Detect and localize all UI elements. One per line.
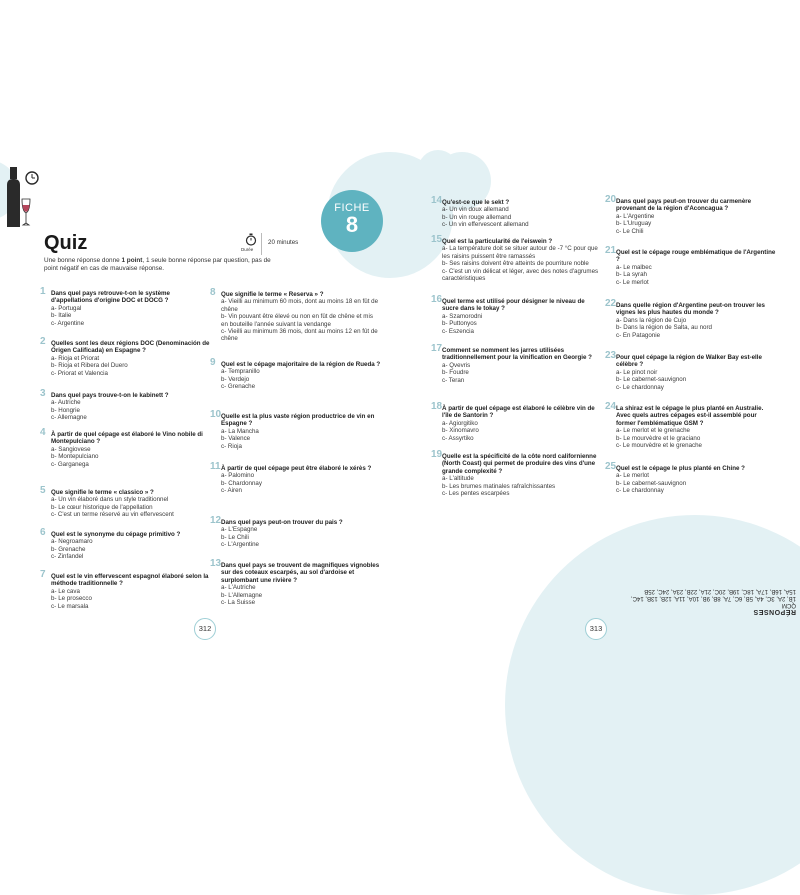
question-6 xyxy=(40,527,211,561)
question-text: Quel est la particularité de l'eiswein ? xyxy=(442,238,553,245)
question-25 xyxy=(605,461,776,495)
question-14 xyxy=(431,195,602,229)
answer-option: a- Qvevris xyxy=(442,361,471,369)
answer-option: c- Allemagne xyxy=(51,414,87,422)
question-number: 17 xyxy=(431,343,443,354)
question-text: Qu'est-ce que le sekt ? xyxy=(442,199,510,206)
answers-line-2: 15A, 16B, 17A, 18C, 19B, 20C, 21A, 22B, 23A, 24C, 25B xyxy=(644,588,796,594)
answer-option: a- Autriche xyxy=(51,399,81,407)
answer-option: c- Les pentes escarpées xyxy=(442,490,510,498)
answer-option: b- Le cabernet-sauvignon xyxy=(616,376,687,384)
question-text: Quel est le cépage majoritaire de la région de Rueda ? xyxy=(221,361,381,368)
question-21 xyxy=(605,245,776,286)
answer-option: a- Un vin élaboré dans un style traditionnel xyxy=(51,496,169,504)
question-number: 14 xyxy=(431,195,443,206)
question-number: 8 xyxy=(210,287,216,298)
question-number: 7 xyxy=(40,569,46,580)
answer-option: b- L'Uruguay xyxy=(616,220,652,228)
question-text: Quel est le cépage rouge emblématique de l'Argentine ? xyxy=(616,249,776,264)
question-number: 6 xyxy=(40,527,46,538)
answer-option: c- Grenache xyxy=(221,383,256,391)
page-number-right: 313 xyxy=(585,618,607,640)
answer-option: b- Ses raisins doivent être atteints de pourriture noble xyxy=(442,260,589,268)
answers-line-1: 1B, 2A, 3C, 4A, 5B, 6C, 7A, 8B, 9B, 10A, 11A, 12B, 13B, 14C, xyxy=(631,595,796,601)
question-text: Quel est le vin effervescent espagnol élaboré selon la méthode traditionnelle ? xyxy=(51,573,209,588)
question-2 xyxy=(40,336,211,377)
duration-label: Durée xyxy=(241,247,254,252)
answer-option: a- Le merlot et le grenache xyxy=(616,427,690,435)
answer-option: c- Un vin effervescent allemand xyxy=(442,221,529,229)
question-text: Comment se nomment les jarres utilisées traditionnellement pour la vinification en Georgie ? xyxy=(442,347,592,362)
answer-option: a- Dans la région de Cujo xyxy=(616,316,687,324)
question-text: À partir de quel cépage est élaboré le Vino nobile di Montepulciano ? xyxy=(51,431,203,446)
answer-option: a- Palomino xyxy=(221,472,255,480)
answer-option: a- Le cava xyxy=(51,587,80,595)
question-text: Dans quel pays retrouve-t-on le système d'appellations d'origine DOC et DOCG ? xyxy=(51,290,170,305)
answer-option: c- Le Chili xyxy=(616,227,644,235)
question-11 xyxy=(210,461,381,495)
answer-option: b- Foudre xyxy=(442,369,469,377)
question-number: 10 xyxy=(210,409,222,420)
question-text: Quel est le cépage le plus planté en Chine ? xyxy=(616,465,745,472)
question-number: 19 xyxy=(431,449,443,460)
answer-option: c- Garganega xyxy=(51,460,89,468)
answer-option: c- Vieilli au minimum 36 mois, dont au moins 12 en fût de chêne xyxy=(221,328,378,343)
answer-option: c- Teran xyxy=(442,376,465,384)
answer-option: c- Airen xyxy=(221,487,242,495)
question-text: Quel terme est utilisé pour désigner le niveau de sucre dans le tokay ? xyxy=(442,298,585,313)
question-number: 3 xyxy=(40,388,46,399)
answer-option: a- Le pinot noir xyxy=(616,368,658,376)
question-number: 22 xyxy=(605,298,617,309)
answer-option: c- Le marsala xyxy=(51,602,89,610)
answer-option: b- Verdejo xyxy=(221,375,250,383)
fiche-label: FICHE xyxy=(334,202,370,214)
answers-heading: RÉPONSES xyxy=(753,608,796,615)
question-3 xyxy=(40,388,211,422)
fiche-number: 8 xyxy=(345,212,359,237)
question-text: Que signifie le terme « classico » ? xyxy=(51,489,154,496)
question-23 xyxy=(605,350,776,391)
question-text: Dans quel pays peut-on trouver du pais ? xyxy=(221,519,343,526)
question-text: À partir de quel cépage est élaboré le célèbre vin de l'île de Santorin ? xyxy=(442,405,595,420)
answer-option: b- Chardonnay xyxy=(221,479,262,487)
question-number: 13 xyxy=(210,558,222,569)
answer-option: b- Dans la région de Salta, au nord xyxy=(616,324,712,332)
answer-option: c- Le chardonnay xyxy=(616,487,664,495)
answer-option: b- Rioja et Ribera del Duero xyxy=(51,362,128,370)
answer-option: a- Portugal xyxy=(51,304,82,312)
question-number: 11 xyxy=(210,461,221,472)
page-number-left: 312 xyxy=(194,618,216,640)
answer-option: c- Eszencia xyxy=(442,327,474,335)
question-1 xyxy=(40,286,211,327)
question-number: 18 xyxy=(431,401,443,412)
question-number: 25 xyxy=(605,461,617,472)
question-text: À partir de quel cépage peut être élaboré le xérès ? xyxy=(221,465,372,472)
answer-option: b- Italie xyxy=(51,312,72,320)
answer-option: a- L'altitude xyxy=(442,475,474,483)
answer-option: b- Le Chili xyxy=(221,533,249,541)
question-number: 21 xyxy=(605,245,617,256)
answer-option: b- Valence xyxy=(221,435,251,443)
answers-block xyxy=(596,587,796,615)
duration-value: 20 minutes xyxy=(268,239,299,246)
question-text: Pour quel cépage la région de Walker Bay est-elle célèbre ? xyxy=(616,354,762,369)
answer-option: a- L'Argentine xyxy=(616,212,655,220)
question-text: Quelle est la spécificité de la côte nord californienne (North Coast) qui permet de produire des vins d'une grande complexité ? xyxy=(442,453,597,475)
question-text: Dans quel pays peut-on trouver du carmenère provenant de la région d'Aconcagua ? xyxy=(616,198,752,213)
answer-option: c- La Suisse xyxy=(221,599,256,607)
question-17 xyxy=(431,343,602,384)
question-number: 16 xyxy=(431,294,443,305)
answer-option: c- Argentine xyxy=(51,319,85,327)
answer-option: b- Vin pouvant être élevé ou non en fût de chêne et mis en bouteille l'année suivant la vendange xyxy=(221,313,373,328)
answer-option: b- Les brumes matinales rafraîchissantes xyxy=(442,482,556,490)
answer-option: a- Le malbec xyxy=(616,263,652,271)
question-text: Dans quelle région d'Argentine peut-on trouver les vignes les plus hautes du monde ? xyxy=(616,302,765,317)
answer-option: c- Le chardonnay xyxy=(616,383,664,391)
answer-option: a- Vieilli au minimum 60 mois, dont au moins 18 en fût de chêne xyxy=(221,298,379,313)
answer-option: a- La température doit se situer autour de -7 °C pour que les raisins puissent être ramassés xyxy=(442,245,598,260)
answer-option: c- Le mourvèdre et le grenache xyxy=(616,442,702,450)
bubble-large-bottom-right xyxy=(505,515,800,895)
answer-option: b- Le cabernet-sauvignon xyxy=(616,479,687,487)
answers-subheading: QCM xyxy=(782,602,796,608)
answer-option: b- L'Allemagne xyxy=(221,591,263,599)
question-16 xyxy=(431,294,602,335)
answer-option: b- Xinomavro xyxy=(442,427,479,435)
answer-option: a- Negroamaro xyxy=(51,538,93,546)
question-7 xyxy=(40,569,211,610)
question-18 xyxy=(431,401,602,442)
fiche-badge xyxy=(321,190,383,252)
question-20 xyxy=(605,194,776,235)
answer-option: b- Le prosecco xyxy=(51,595,92,603)
answer-option: a- La Mancha xyxy=(221,427,259,435)
question-number: 15 xyxy=(431,234,443,245)
question-number: 1 xyxy=(40,286,46,297)
question-text: La shiraz est le cépage le plus planté en Australie. Avec quels autres cépages est-il assemblé pour former l'emblématique GSM ? xyxy=(616,405,764,427)
question-number: 24 xyxy=(605,401,617,412)
intro-text: Une bonne réponse donne 1 point, 1 seule bonne réponse par question, pas de point négatif en cas de mauvaise réponse. xyxy=(44,257,271,272)
answer-option: c- Le merlot xyxy=(616,278,649,286)
answer-option: c- L'Argentine xyxy=(221,541,259,549)
question-13 xyxy=(210,558,381,607)
answer-option: b- Le mourvèdre et le graciano xyxy=(616,434,701,442)
answer-option: b- Un vin rouge allemand xyxy=(442,213,512,221)
question-24 xyxy=(605,401,776,450)
answer-option: c- Assyrtiko xyxy=(442,434,474,442)
answer-option: a- Rioja et Priorat xyxy=(51,354,100,362)
answer-option: b- Grenache xyxy=(51,545,86,553)
question-12 xyxy=(210,515,381,549)
page-title: Quiz xyxy=(44,232,88,254)
answer-option: c- En Patagonie xyxy=(616,331,661,339)
question-number: 2 xyxy=(40,336,46,347)
answer-option: c- Priorat et Valencia xyxy=(51,369,108,377)
wine-bottle-icon xyxy=(0,165,44,233)
question-9 xyxy=(210,357,381,391)
answer-option: a- Agiorgitiko xyxy=(442,419,478,427)
stopwatch-icon xyxy=(245,233,257,246)
question-10 xyxy=(210,409,381,450)
answer-option: b- Hongrie xyxy=(51,406,80,414)
answer-option: a- L'Autriche xyxy=(221,584,256,592)
question-number: 5 xyxy=(40,485,46,496)
question-15 xyxy=(431,234,602,283)
question-19 xyxy=(431,449,602,498)
question-text: Quelles sont les deux régions DOC (Denominación de Origen Calificada) en Espagne ? xyxy=(51,340,210,355)
answer-option: b- Le cœur historique de l'appellation xyxy=(51,503,153,511)
answer-option: a- Tempranillo xyxy=(221,368,260,376)
answer-option: c- C'est un terme réservé au vin effervescent xyxy=(51,511,174,519)
answer-option: a- Le merlot xyxy=(616,472,650,480)
answer-option: a- Un vin doux allemand xyxy=(442,206,509,214)
answer-option: b- La syrah xyxy=(616,271,647,279)
answer-option: c- Rioja xyxy=(221,442,242,450)
question-number: 20 xyxy=(605,194,617,205)
answer-option: c- C'est un vin délicat et léger, avec des notes d'agrumes caractéristiques xyxy=(442,267,599,283)
question-text: Dans quel pays trouve-t-on le kabinett ? xyxy=(51,392,169,399)
question-22 xyxy=(605,298,776,339)
question-text: Quel est le synonyme du cépage primitivo ? xyxy=(51,531,181,538)
question-number: 12 xyxy=(210,515,222,526)
question-4 xyxy=(40,427,211,468)
question-number: 23 xyxy=(605,350,617,361)
question-text: Quelle est la plus vaste région productrice de vin en Espagne ? xyxy=(221,413,375,428)
answer-option: a- L'Espagne xyxy=(221,526,258,534)
answer-option: c- Zinfandel xyxy=(51,553,84,561)
question-number: 9 xyxy=(210,357,216,368)
question-number: 4 xyxy=(40,427,46,438)
question-8 xyxy=(210,287,381,343)
answer-option: a- Szamorodni xyxy=(442,312,483,320)
question-text: Que signifie le terme « Reserva » ? xyxy=(221,291,324,298)
answer-option: b- Puttonyos xyxy=(442,320,477,328)
duration-divider xyxy=(261,233,262,255)
question-text: Dans quel pays se trouvent de magnifiques vignobles sur des coteaux escarpés, au sol d'ardoise et surplombant une rivière ? xyxy=(221,562,380,584)
question-5 xyxy=(40,485,211,519)
answer-option: b- Montepulciano xyxy=(51,453,99,461)
answer-option: a- Sangiovese xyxy=(51,445,91,453)
